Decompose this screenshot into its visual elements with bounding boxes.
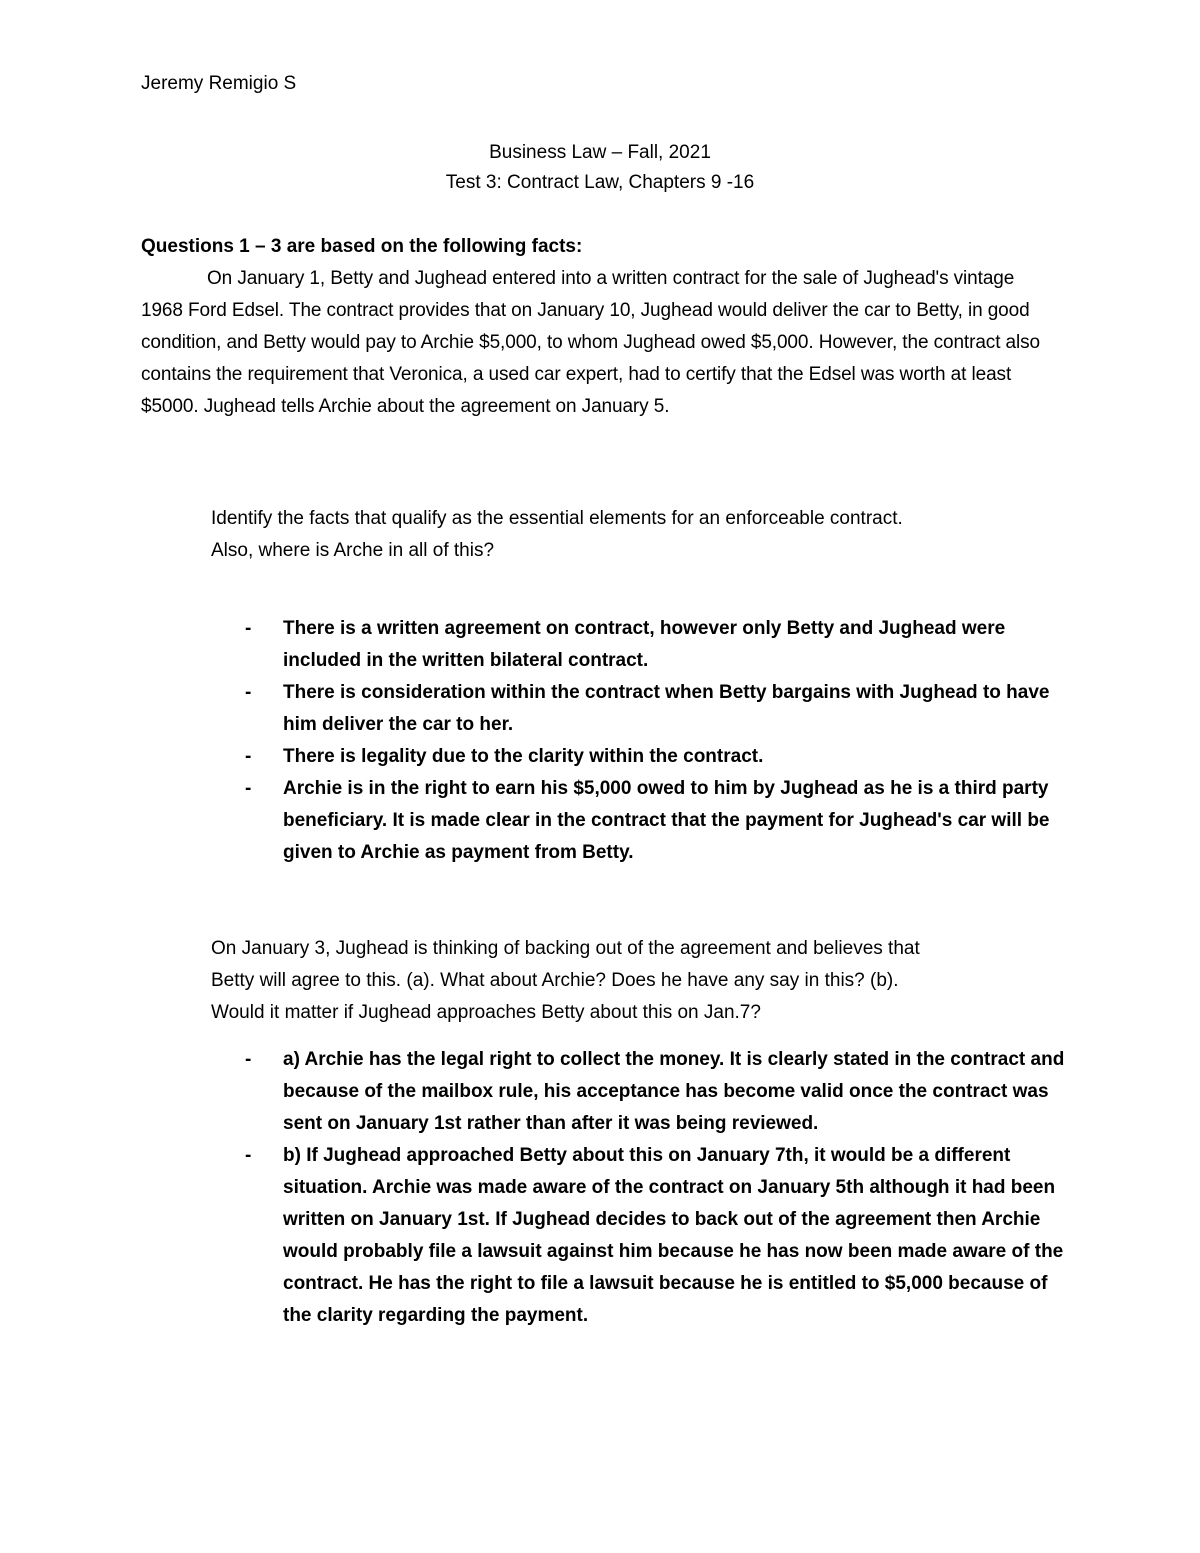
- questions-heading: Questions 1 – 3 are based on the following facts:: [141, 236, 583, 257]
- answer-item: [245, 773, 1075, 869]
- author-name: Jeremy Remigio S: [141, 73, 297, 94]
- answer-item: [245, 1140, 1075, 1332]
- answer-text: a) Archie has the legal right to collect the money. It is clearly stated in the contract and because of the mailbox rule, his acceptance has become valid once the contract was sent on January 1st rather than after it was being reviewed.: [283, 1049, 1065, 1134]
- prompt-2-line-2: Betty will agree to this. (a). What about Archie? Does he have any say in this? (b).: [211, 970, 899, 991]
- bullet-dash: -: [245, 778, 252, 799]
- course-title: Business Law – Fall, 2021: [489, 142, 711, 163]
- answer-item: [245, 677, 1075, 741]
- answer-item: [245, 1044, 1075, 1140]
- answer-item: [245, 741, 1075, 773]
- prompt-2-line-1: On January 3, Jughead is thinking of backing out of the agreement and believes that: [211, 938, 920, 959]
- answer-list-2: [245, 1044, 1075, 1332]
- bullet-dash: -: [245, 1049, 252, 1070]
- answer-text: Archie is in the right to earn his $5,000 owed to him by Jughead as he is a third party beneficiary. It is made clear in the contract that the payment for Jughead's car will be given to Archie as payment from Betty.: [283, 778, 1050, 863]
- bullet-dash: -: [245, 682, 252, 703]
- test-title: Test 3: Contract Law, Chapters 9 -16: [445, 172, 755, 193]
- answer-item: [245, 613, 1075, 677]
- bullet-dash: -: [245, 1145, 252, 1166]
- answer-list-1: [245, 613, 1075, 869]
- title-block: [0, 138, 1200, 198]
- question-prompt-2: [211, 933, 1071, 1029]
- prompt-1-line-2: Also, where is Arche in all of this?: [211, 540, 495, 561]
- answer-text: b) If Jughead approached Betty about this on January 7th, it would be a different situation. Archie was made aware of the contract on January 5th although it had been written on January 1st. If Jughead decides to back out of the agreement then Archie would probably file a lawsuit against him because he has now been made aware of the contract. He has the right to file a lawsuit because he is entitled to $5,000 because of the clarity regarding the payment.: [283, 1145, 1064, 1326]
- bullet-dash: -: [245, 746, 252, 767]
- answer-text: There is legality due to the clarity within the contract.: [283, 746, 764, 767]
- prompt-2-line-3: Would it matter if Jughead approaches Betty about this on Jan.7?: [211, 1002, 761, 1023]
- question-prompt-1: [211, 503, 1071, 567]
- answer-text: There is consideration within the contract when Betty bargains with Jughead to have him deliver the car to her.: [283, 682, 1050, 735]
- bullet-dash: -: [245, 618, 252, 639]
- prompt-1-line-1: Identify the facts that qualify as the essential elements for an enforceable contract.: [211, 508, 903, 529]
- facts-paragraph: On January 1, Betty and Jughead entered into a written contract for the sale of Jughead's vintage 1968 Ford Edsel. The contract provides that on January 10, Jughead would deliver the car to Betty, in good condition, and Betty would pay to Archie $5,000, to whom Jughead owed $5,000. However, the contract also contains the requirement that Veronica, a used car expert, had to certify that the Edsel was worth at least $5000. Jughead tells Archie about the agreement on January 5.: [141, 268, 1041, 417]
- answer-text: There is a written agreement on contract, however only Betty and Jughead were included in the written bilateral contract.: [283, 618, 1006, 671]
